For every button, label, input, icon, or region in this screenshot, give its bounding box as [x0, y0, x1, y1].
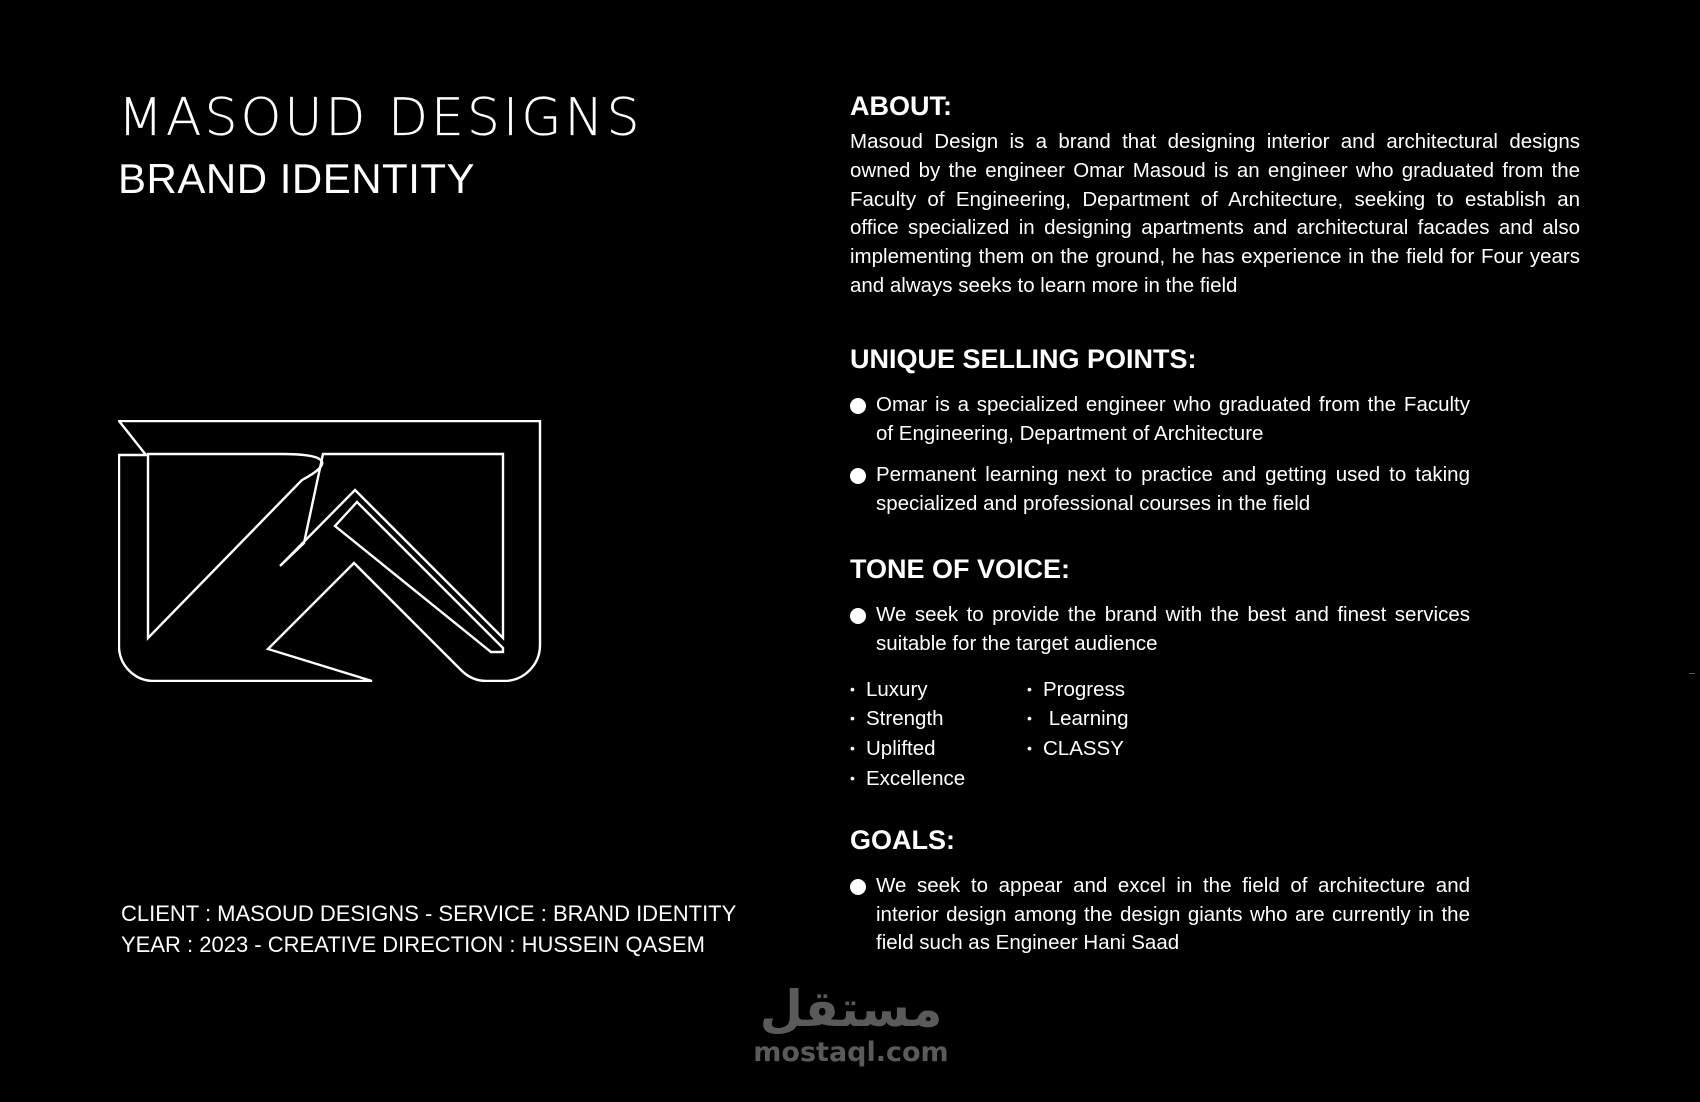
- credits-line-client-service: CLIENT : MASOUD DESIGNS - SERVICE : BRAND IDENTITY: [121, 901, 737, 926]
- goals-section: [850, 824, 1580, 958]
- brand-value-item: • Learning: [1027, 704, 1128, 734]
- goals-list: [850, 872, 1580, 958]
- brand-subtitle: BRAND IDENTITY: [118, 155, 476, 202]
- bullet-dot-icon: [850, 398, 866, 414]
- goals-item: [850, 872, 1470, 958]
- usp-heading: UNIQUE SELLING POINTS:: [850, 343, 1197, 374]
- logo-inner-right-shape: [280, 454, 503, 638]
- usp-section: [850, 343, 1580, 519]
- brand-value-item: • Progress: [1027, 675, 1128, 705]
- goals-heading: GOALS:: [850, 824, 955, 855]
- usp-item-text: Omar is a specialized engineer who graduated from the Faculty of Engineering, Department of Architecture: [876, 392, 1470, 445]
- tone-item-text: We seek to provide the brand with the best and finest services suitable for the target audience: [876, 602, 1470, 655]
- usp-item-text: Permanent learning next to practice and getting used to taking specialized and professional courses in the field: [876, 463, 1470, 516]
- brand-value-item: • Luxury: [850, 675, 1027, 705]
- brand-value-item: • Strength: [850, 704, 1027, 734]
- brand-value-item: • CLASSY: [1027, 734, 1128, 764]
- mostaql-watermark: [748, 980, 954, 1080]
- about-section: [850, 90, 1580, 301]
- tone-item: [850, 601, 1470, 659]
- bullet-dot-icon: [850, 468, 866, 484]
- brand-values-column-2: [1027, 675, 1128, 794]
- bullet-dot-icon: [850, 879, 866, 895]
- brand-value-item: • Excellence: [850, 764, 1027, 794]
- tone-heading: TONE OF VOICE:: [850, 553, 1071, 584]
- tone-list: [850, 601, 1580, 659]
- watermark-arabic-text: مستقل: [759, 980, 943, 1038]
- edge-mark: [1689, 673, 1695, 674]
- watermark-url-text: mostaql.com: [753, 1037, 949, 1068]
- brand-values-column-1: [850, 675, 1027, 794]
- usp-item: [850, 461, 1470, 519]
- goals-item-text: We seek to appear and excel in the field of architecture and interior design among the design giants who are currently in the field such as Engineer Hani Saad: [876, 873, 1470, 955]
- brand-value-item: • Uplifted: [850, 734, 1027, 764]
- about-text: Masoud Design is a brand that designing interior and architectural designs owned by the engineer Omar Masoud is an engineer who graduated from the Faculty of Engineering, Department of Architecture, seeking to establish an office specialized in designing apartments and architectural facades and also implementing them on the ground, he has experience in the field for Four years and always seeks to learn more in the field: [850, 130, 1580, 297]
- bullet-dot-icon: [850, 608, 866, 624]
- logo-inner-left-shape: [148, 454, 322, 638]
- about-heading: ABOUT:: [850, 91, 952, 121]
- tone-section: [850, 553, 1580, 794]
- credits-line-year-direction: YEAR : 2023 - CREATIVE DIRECTION : HUSSEIN QASEM: [121, 932, 705, 957]
- usp-item: [850, 391, 1470, 449]
- usp-list: [850, 391, 1580, 519]
- credits-block: [121, 898, 736, 960]
- masoud-monogram-logo-icon: [118, 420, 544, 682]
- brand-values: [850, 675, 1580, 794]
- brand-details-column: [850, 90, 1580, 958]
- brand-title: MASOUD DESIGNS: [118, 88, 643, 148]
